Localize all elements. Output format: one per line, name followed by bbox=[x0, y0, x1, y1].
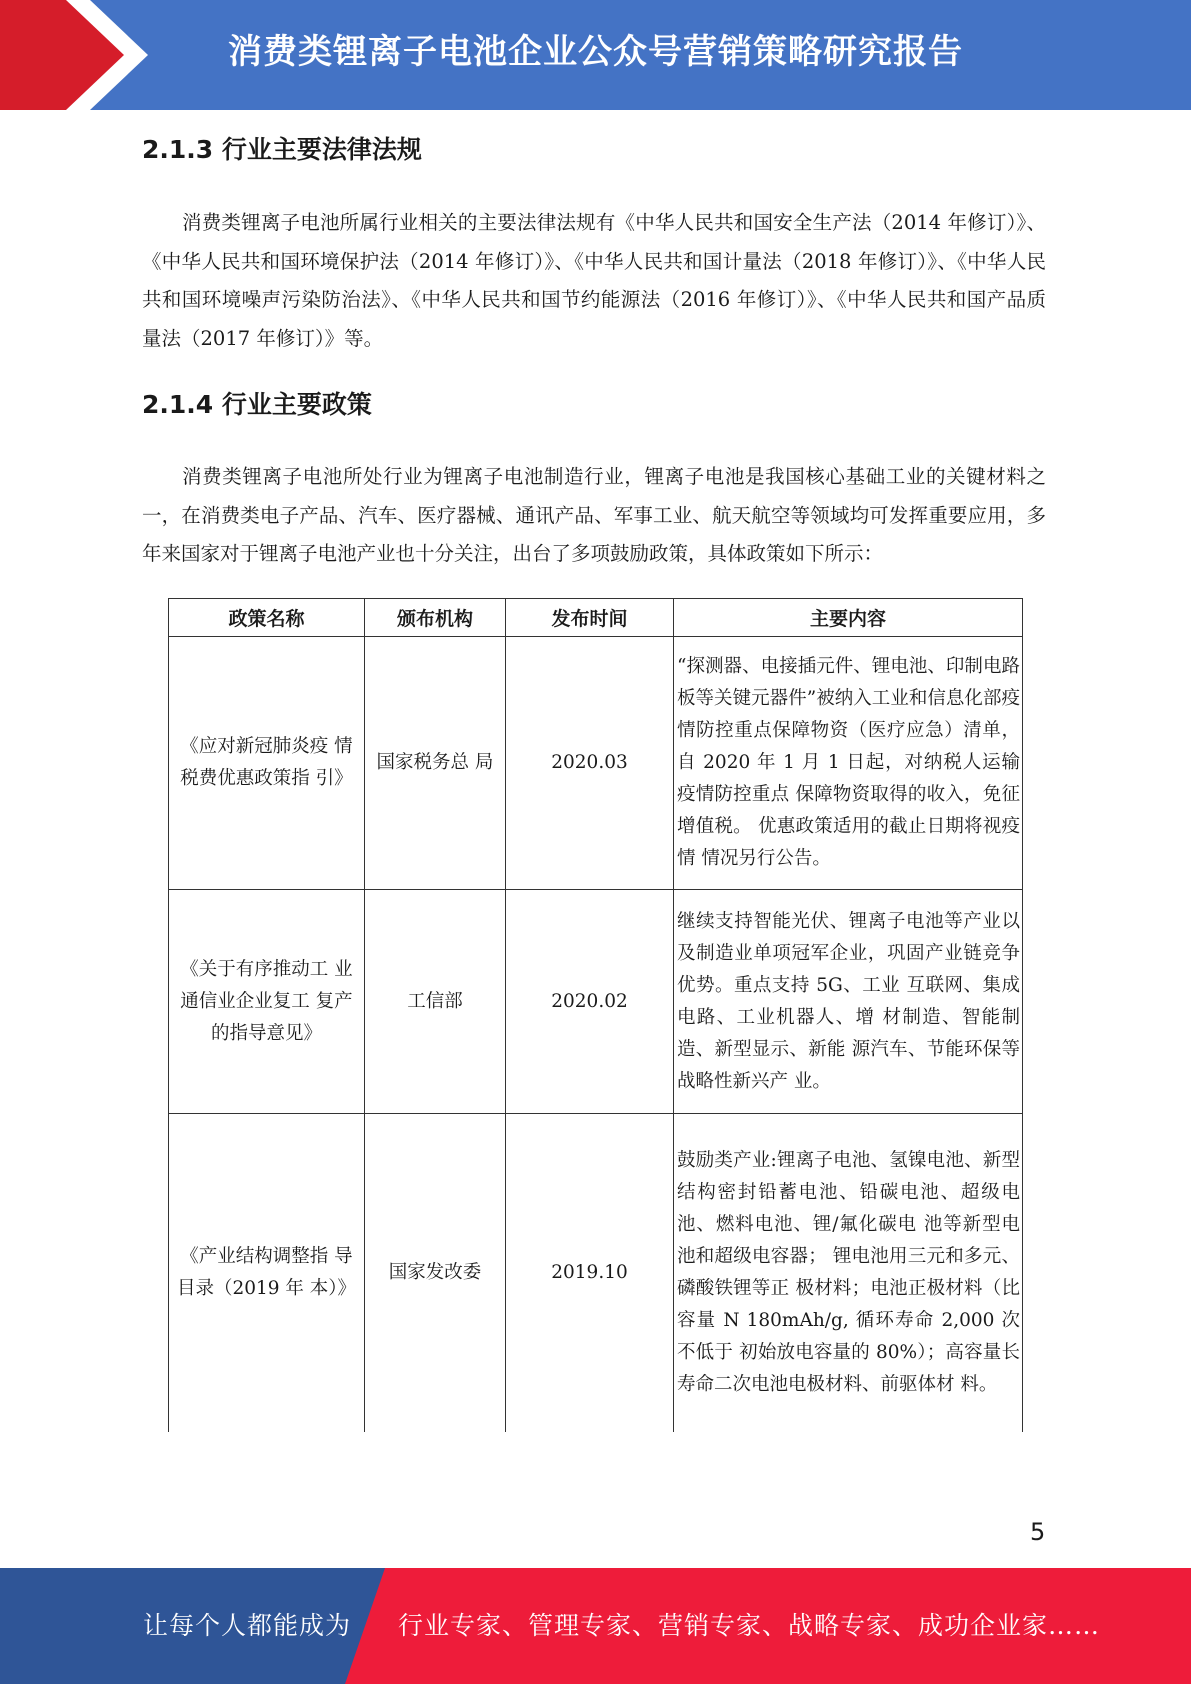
content-cell: 继续支持智能光伏、锂离子电池等产业以及制造业单项冠军企业，巩固产业链竞争优势。重点支持 5G、工业 互联网、集成电路、工业机器人、增 材制造、智能制造、新型显示、新能 源汽车、节能环保等战略性新兴产 业。 bbox=[674, 890, 1023, 1114]
policy-name-cell: 《关于有序推动工 业通信业企业复工 复产的指导意见》 bbox=[169, 890, 365, 1114]
header-release-date: 发布时间 bbox=[506, 599, 674, 637]
page-number: 5 bbox=[1030, 1518, 1046, 1546]
table-header-row bbox=[169, 599, 1023, 637]
content-cell: “探测器、电接插元件、锂电池、印制电路板等关键元器件”被纳入工业和信息化部疫情防控重点保障物资（医疗应急）清单，自 2020 年 1 月 1 日起，对纳税人运输疫情防控重点 保障物资取得的收入，免征增值税。 优惠政策适用的截止日期将视疫情 情况另行公告。 bbox=[674, 637, 1023, 890]
policy-name-cell: 《产业结构调整指 导目录（2019 年 本）》 bbox=[169, 1114, 365, 1433]
policy-name-cell: 《应对新冠肺炎疫 情税费优惠政策指 引》 bbox=[169, 637, 365, 890]
report-title: 消费类锂离子电池企业公众号营销策略研究报告 bbox=[228, 32, 963, 72]
table-row bbox=[169, 890, 1023, 1114]
table-row bbox=[169, 637, 1023, 890]
issuer-cell: 国家税务总 局 bbox=[365, 637, 506, 890]
footer-slogan-left: 让每个人都能成为 bbox=[143, 1611, 352, 1640]
table-row bbox=[169, 1114, 1023, 1433]
policy-table bbox=[168, 598, 1023, 1432]
section-heading-policies: 2.1.4 行业主要政策 bbox=[142, 390, 372, 419]
section-heading-laws: 2.1.3 行业主要法律法规 bbox=[142, 135, 422, 164]
policies-paragraph: 消费类锂离子电池所处行业为锂离子电池制造行业，锂离子电池是我国核心基础工业的关键材料之一，在消费类电子产品、汽车、医疗器械、通讯产品、军事工业、航天航空等领域均可发挥重要应用，多年来国家对于锂离子电池产业也十分关注，出台了多项鼓励政策，具体政策如下所示： bbox=[142, 465, 1046, 565]
header-banner bbox=[0, 0, 1191, 110]
date-cell: 2020.03 bbox=[506, 637, 674, 890]
header-issuer: 颁布机构 bbox=[365, 599, 506, 637]
header-red-chevron bbox=[0, 0, 150, 110]
footer-banner bbox=[0, 1568, 1191, 1684]
date-cell: 2019.10 bbox=[506, 1114, 674, 1433]
footer-slogan-right: 行业专家、管理专家、营销专家、战略专家、成功企业家…… bbox=[398, 1611, 1101, 1640]
content-cell: 鼓励类产业:锂离子电池、氢镍电池、新型结构密封铅蓄电池、铅碳电池、超级电池、燃料电池、锂/氟化碳电 池等新型电池和超级电容器； 锂电池用三元和多元、磷酸铁锂等正 极材料；电池正极材料（比容量 N 180mAh/g, 循环寿命 2,000 次不低于 初始放电容量的 80%）；高容量长 寿命二次电池电极材料、前驱体材 料。 bbox=[674, 1114, 1023, 1433]
laws-paragraph: 消费类锂离子电池所属行业相关的主要法律法规有《中华人民共和国安全生产法（2014 年修订）》、《中华人民共和国环境保护法（2014 年修订）》、《中华人民共和国计量法（2018 年修订）》、《中华人民共和国环境噪声污染防治法》、《中华人民共和国节约能源法（2016 年修订）》、《中华人民共和国产品质量法（2017 年修订）》等。 bbox=[142, 211, 1046, 350]
date-cell: 2020.02 bbox=[506, 890, 674, 1114]
issuer-cell: 国家发改委 bbox=[365, 1114, 506, 1433]
header-policy-name: 政策名称 bbox=[169, 599, 365, 637]
issuer-cell: 工信部 bbox=[365, 890, 506, 1114]
header-main-content: 主要内容 bbox=[674, 599, 1023, 637]
